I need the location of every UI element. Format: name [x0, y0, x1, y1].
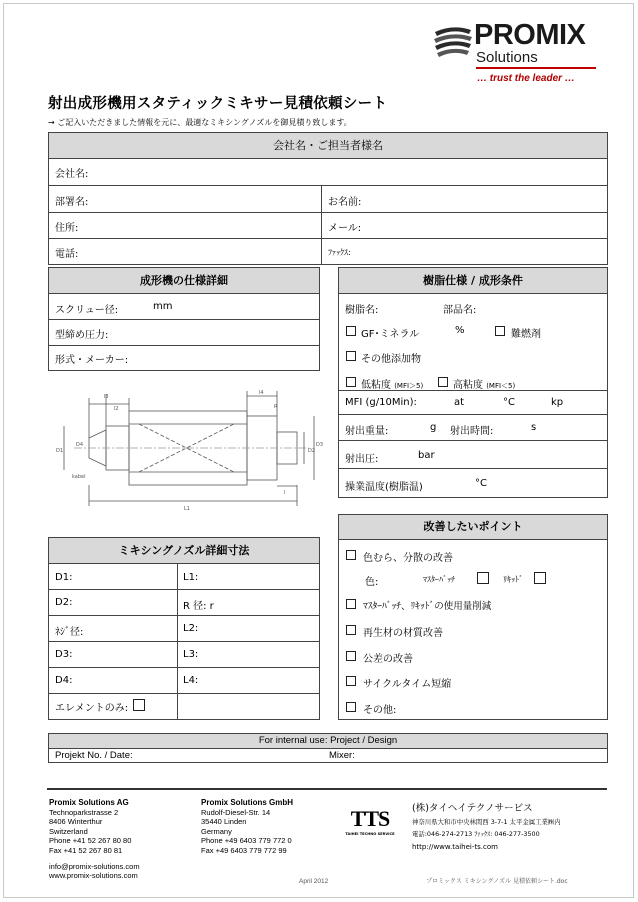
jp-url[interactable]: http://www.taihei-ts.com	[412, 843, 498, 851]
additive-checkbox[interactable]	[346, 351, 356, 361]
project-label[interactable]: Projekt No. / Date:	[55, 750, 133, 761]
melt-row[interactable]	[339, 469, 607, 498]
tolerance-label: 公差の改善	[363, 654, 413, 665]
model-row[interactable]	[49, 346, 319, 371]
dim-l3: l3	[104, 394, 109, 400]
dim-d2: D2	[308, 448, 316, 454]
pressure-row[interactable]	[339, 441, 607, 469]
footer-filename: プロミックス ミキシングノズル 見積依頼シート.doc	[426, 878, 568, 885]
l1-label: L1:	[183, 572, 199, 583]
tts-mark: TTS	[350, 806, 390, 831]
brand-pro: PRO	[474, 19, 536, 51]
screw-row[interactable]	[49, 294, 319, 320]
jp-address: 神奈川県大和市中央林間西 3-7-1 太平金属工業㈱内	[412, 818, 561, 826]
ag-name: Promix Solutions AG	[49, 798, 129, 807]
shot-row[interactable]	[339, 415, 607, 441]
additive-label: その他添加物	[361, 354, 421, 365]
d3-label: D3:	[55, 649, 73, 660]
dim-d3: D3	[316, 442, 324, 448]
gmbh-name: Promix Solutions GmbH	[201, 798, 294, 807]
brand-mix: MIX	[535, 19, 586, 51]
mfi-label: MFI (g/10Min):	[345, 397, 417, 408]
nozzle-row-3[interactable]	[49, 616, 319, 642]
r-label: R 径: r	[183, 601, 214, 612]
fax-label: ﾌｧｯｸｽ:	[328, 248, 351, 257]
gf-label: GF･ミネラル	[361, 329, 420, 340]
company-header: 会社名・ご担当者様名	[49, 133, 607, 159]
ag-email-link[interactable]: info@promix-solutions.com	[49, 861, 140, 871]
resin-options	[339, 294, 607, 391]
nozzle-row-4[interactable]	[49, 642, 319, 668]
nozzle-section	[48, 537, 320, 720]
machine-section	[48, 267, 320, 371]
clamp-label: 型締め圧力:	[55, 330, 109, 341]
email-label: メール:	[328, 223, 362, 234]
flame-checkbox[interactable]	[495, 326, 505, 336]
dim-l1: L1	[184, 506, 190, 512]
company-section	[48, 132, 608, 265]
inj-time-label: 射出時間:	[450, 426, 494, 437]
other-label: その他:	[363, 705, 397, 716]
inj-pressure-label: 射出圧:	[345, 454, 379, 465]
low-visc-checkbox[interactable]	[346, 377, 356, 387]
phone-row	[49, 239, 607, 265]
address-row	[49, 213, 607, 239]
element-only-label: エレメントのみ:	[55, 703, 129, 714]
footer-ag: Promix Solutions AG Technoparkstrasse 2 8406 Winterthur Switzerland Phone +41 52 267 80 80 Fax +41 52 267 80 81 info@promix-solutions.com www.promix-solutions.com	[49, 798, 140, 881]
jp-phone: 電話:046-274-2713 ﾌｧｯｸｽ: 046-277-3500	[412, 830, 540, 838]
shot-g: g	[430, 422, 437, 433]
flame-label: 難燃剤	[511, 329, 541, 340]
address-label: 住所:	[55, 223, 79, 234]
nozzle-row-2[interactable]	[49, 590, 319, 616]
department-row	[49, 186, 607, 213]
d1-label: D1:	[55, 572, 73, 583]
d2-label: D2:	[55, 597, 73, 608]
brand-sub: Solutions	[476, 49, 538, 66]
name-label: お名前:	[328, 197, 362, 208]
melt-temp-unit: °C	[475, 478, 487, 489]
reduce-checkbox[interactable]	[346, 599, 356, 609]
nozzle-row-6	[49, 694, 319, 720]
inj-time-s: s	[531, 422, 537, 433]
other-checkbox[interactable]	[346, 702, 356, 712]
company-name-row[interactable]	[49, 159, 607, 186]
recycle-label: 再生材の材質改善	[363, 628, 443, 639]
masterbatch-label: ﾏｽﾀｰﾊﾞｯﾁ	[423, 575, 455, 584]
page-subtitle: → ご記入いただきました情報を元に、最適なミキシングノズルを御見積り致します。	[48, 118, 352, 127]
color-checkbox[interactable]	[346, 550, 356, 560]
tts-logo	[344, 806, 396, 846]
recycle-checkbox[interactable]	[346, 625, 356, 635]
dim-d1: D1	[56, 448, 64, 454]
liquid-checkbox[interactable]	[534, 572, 546, 584]
internal-header: For internal use: Project / Design	[49, 734, 607, 749]
dim-l2: l2	[114, 406, 119, 412]
color-sub-label: 色:	[365, 577, 379, 588]
tts-sub: TAIHEI TECHNO SERVICE	[345, 832, 395, 836]
part-name-label: 部品名:	[443, 305, 477, 316]
nozzle-row-5[interactable]	[49, 668, 319, 694]
resin-header: 樹脂仕様 / 成形条件	[339, 268, 607, 294]
footer-date: April 2012	[299, 878, 329, 885]
footer-divider	[47, 788, 607, 790]
thread-label: ﾈｼﾞ径:	[55, 627, 84, 638]
cycle-label: サイクルタイム短縮	[363, 679, 452, 690]
department-label: 部署名:	[55, 197, 89, 208]
high-visc-checkbox[interactable]	[438, 377, 448, 387]
mfi-kp: kp	[551, 397, 564, 408]
page-title: 射出成形機用スタティックミキサー見積依頼シート	[48, 96, 388, 112]
resin-section	[338, 267, 608, 498]
mfi-at: at	[454, 397, 465, 408]
phone-label: 電話:	[55, 249, 79, 260]
mixer-label[interactable]: Mixer:	[329, 750, 355, 761]
l3-label: L3:	[183, 649, 199, 660]
brand-tagline: … trust the leader …	[477, 73, 575, 84]
gf-checkbox[interactable]	[346, 326, 356, 336]
footer-gmbh: Promix Solutions GmbH Rudolf-Diesel-Str. 14 35440 Linden Germany Phone +49 6403 779 772 0 Fax +49 6403 779 772 99	[201, 798, 294, 855]
d4-label: D4:	[55, 675, 73, 686]
dim-kabel: kabel	[72, 474, 86, 480]
nozzle-row-1[interactable]	[49, 564, 319, 590]
inj-pressure-bar: bar	[418, 450, 435, 461]
mfi-row[interactable]	[339, 390, 607, 415]
l2-label: L2:	[183, 623, 199, 634]
reduce-label: ﾏｽﾀｰﾊﾞｯﾁ、ﾘｷｯﾄﾞの使用量削減	[363, 601, 492, 612]
improve-section	[338, 514, 608, 720]
footer-jp	[412, 802, 561, 853]
color-label: 色むら、分散の改善	[363, 553, 453, 564]
dim-l4: l4	[259, 390, 264, 396]
cycle-checkbox[interactable]	[346, 676, 356, 686]
promix-logo-icon	[433, 24, 473, 58]
screw-unit: mm	[153, 301, 173, 312]
ag-web-link[interactable]: www.promix-solutions.com	[49, 871, 138, 881]
tolerance-checkbox[interactable]	[346, 651, 356, 661]
brand-name	[474, 20, 585, 50]
liquid-label: ﾘｷｯﾄﾞ	[503, 575, 523, 584]
machine-header: 成形機の仕様詳細	[49, 268, 319, 294]
low-visc-label: 低粘度 (MFI＞5)	[361, 380, 424, 391]
dim-r: R	[274, 404, 278, 410]
shot-weight-label: 射出重量:	[345, 426, 389, 437]
screw-label: スクリュー径:	[55, 305, 119, 316]
jp-company: (株)タイヘイテクノサービス	[412, 803, 533, 814]
element-only-checkbox[interactable]	[133, 699, 145, 711]
nozzle-header: ミキシングノズル詳細寸法	[49, 538, 319, 564]
resin-name-label: 樹脂名:	[345, 305, 379, 316]
l4-label: L4:	[183, 675, 199, 686]
gf-percent: %	[455, 325, 465, 336]
internal-section	[48, 733, 608, 763]
masterbatch-checkbox[interactable]	[477, 572, 489, 584]
melt-temp-label: 操業温度(樹脂温)	[345, 482, 423, 493]
dim-l: l	[284, 490, 286, 496]
nozzle-drawing	[44, 386, 326, 524]
clamp-row[interactable]	[49, 320, 319, 346]
improve-header: 改善したいポイント	[339, 515, 607, 540]
dim-d4: D4	[76, 442, 84, 448]
high-visc-label: 高粘度 (MFI＜5)	[453, 380, 516, 391]
mfi-celsius: °C	[503, 397, 515, 408]
brand-underline	[476, 67, 596, 69]
company-name-label: 会社名:	[55, 169, 89, 180]
model-label: 形式・メーカー:	[55, 355, 129, 366]
